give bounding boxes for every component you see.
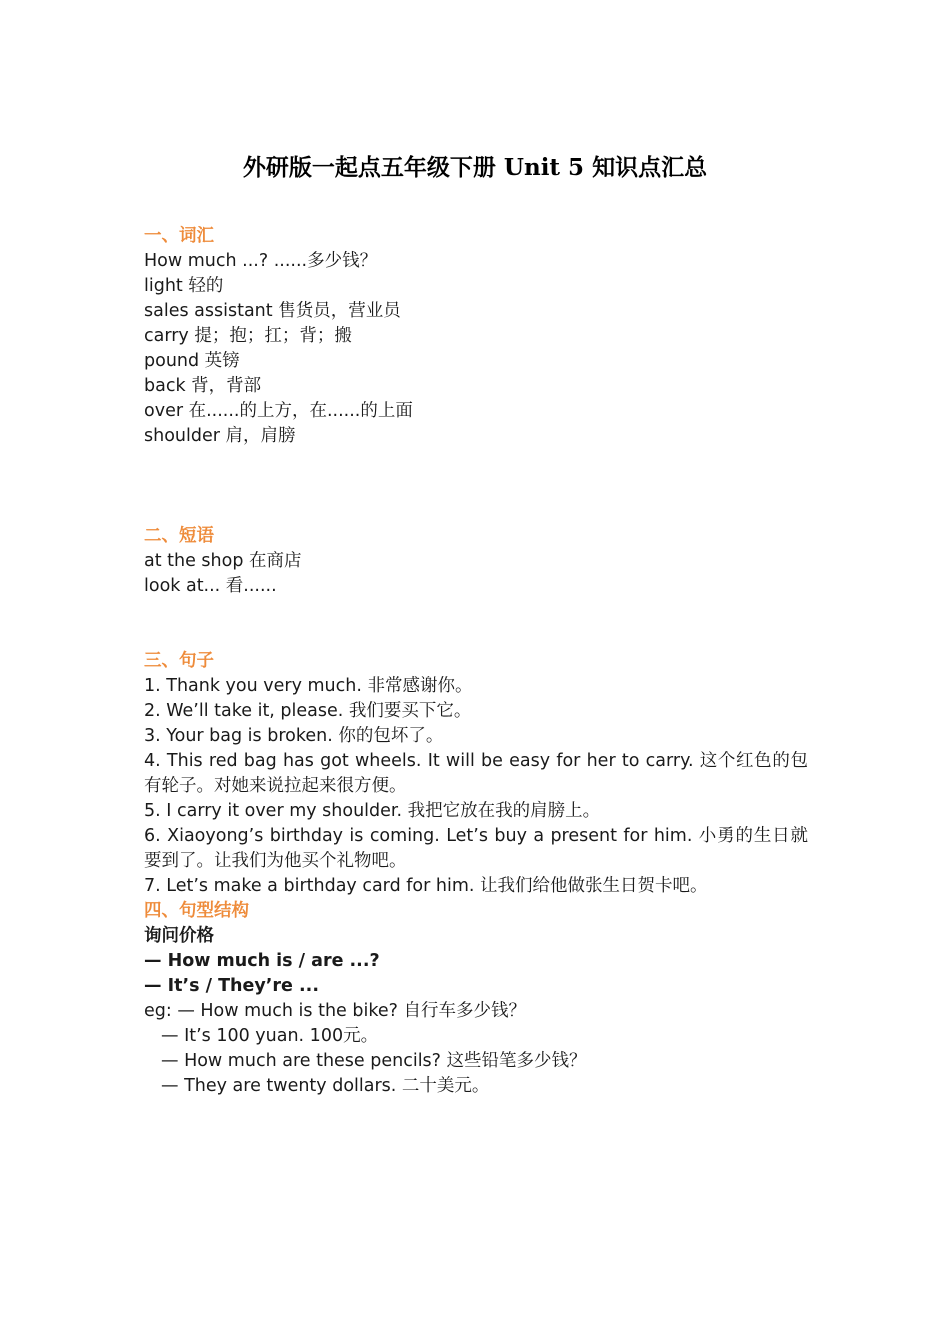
document-body: [144, 224, 808, 1099]
example-line: eg: — How much is the bike? 自行车多少钱？: [144, 1001, 526, 1021]
vocab-item: over 在......的上方，在......的上面: [144, 401, 413, 421]
phrase-item: at the shop 在商店: [144, 551, 302, 571]
section-spacer: [144, 449, 808, 524]
structure-subheading: 询问价格: [144, 926, 214, 946]
vocab-item: How much ...? ......多少钱？: [144, 251, 378, 271]
section-heading-vocab: 一、词汇: [144, 226, 214, 246]
page-title: 外研版一起点五年级下册 Unit 5 知识点汇总: [242, 154, 708, 181]
structure-pattern-answer: — It’s / They’re ...: [144, 976, 319, 996]
sentence-item: 3. Your bag is broken. 你的包坏了。: [144, 726, 444, 746]
example-line: — It’s 100 yuan. 100元。: [161, 1026, 379, 1046]
section-heading-structures: 四、句型结构: [144, 901, 249, 921]
vocab-item: carry 提；抱；扛；背；搬: [144, 326, 352, 346]
example-line: — They are twenty dollars. 二十美元。: [161, 1076, 490, 1096]
vocab-item: shoulder 肩，肩膀: [144, 426, 296, 446]
sentence-item: 4. This red bag has got wheels. It will be easy for her to carry. 这个红色的包有轮子。对她来说拉起来很方便。: [144, 751, 808, 796]
vocab-item: light 轻的: [144, 276, 224, 296]
vocab-item: pound 英镑: [144, 351, 240, 371]
vocab-item: back 背，背部: [144, 376, 262, 396]
sentence-item: 7. Let’s make a birthday card for him. 让我们给他做张生日贺卡吧。: [144, 876, 708, 896]
structure-pattern-question: — How much is / are ...?: [144, 951, 380, 971]
vocab-item: sales assistant 售货员，营业员: [144, 301, 401, 321]
sentence-item: 6. Xiaoyong’s birthday is coming. Let’s buy a present for him. 小勇的生日就要到了。让我们为他买个礼物吧。: [144, 826, 808, 871]
example-line: — How much are these pencils? 这些铅笔多少钱？: [161, 1051, 587, 1071]
sentence-item: 5. I carry it over my shoulder. 我把它放在我的肩膀上。: [144, 801, 601, 821]
sentence-item: 2. We’ll take it, please. 我们要买下它。: [144, 701, 472, 721]
sentence-item: 1. Thank you very much. 非常感谢你。: [144, 676, 473, 696]
section-heading-phrases: 二、短语: [144, 526, 214, 546]
phrase-item: look at... 看......: [144, 576, 277, 596]
section-heading-sentences: 三、句子: [144, 651, 214, 671]
section-spacer: [144, 599, 808, 649]
